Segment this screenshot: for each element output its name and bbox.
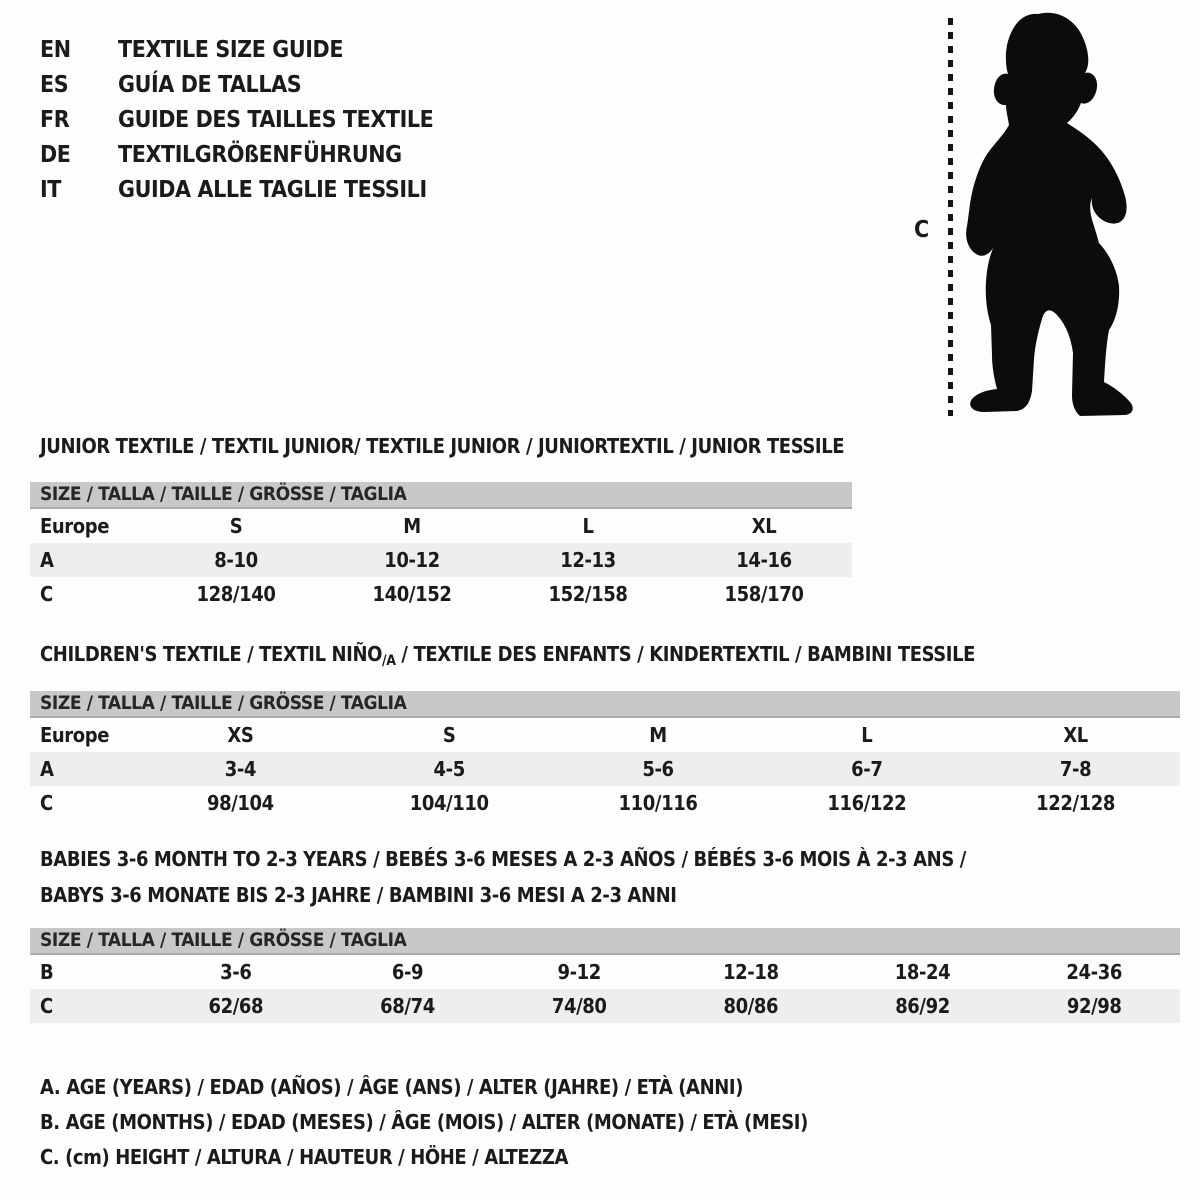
size-cell: XL — [1063, 723, 1088, 747]
size-cell: 140/152 — [372, 582, 452, 606]
language-code: ES — [40, 72, 69, 98]
children-title-suffix: / TEXTILE DES ENFANTS / KINDERTEXTIL / BAMBINI TESSILE — [395, 642, 976, 666]
size-cell: S — [229, 514, 243, 538]
size-cell: XS — [227, 723, 254, 747]
row-label: B — [40, 960, 54, 984]
language-row-es — [40, 68, 433, 103]
size-cell: M — [403, 514, 421, 538]
language-title: GUIDE DES TAILLES TEXTILE — [118, 107, 434, 133]
size-cell: L — [582, 514, 594, 538]
language-title: TEXTILGRÖßENFÜHRUNG — [118, 142, 402, 168]
table-row-height — [30, 577, 852, 611]
size-cell: 104/110 — [409, 791, 489, 815]
table-row-months — [30, 955, 1180, 989]
row-label: C — [40, 582, 53, 606]
language-title: TEXTILE SIZE GUIDE — [118, 37, 344, 63]
language-list — [40, 33, 433, 208]
size-cell: S — [442, 723, 456, 747]
language-row-it — [40, 173, 433, 208]
size-cell: 158/170 — [724, 582, 804, 606]
language-title: GUÍA DE TALLAS — [118, 72, 302, 98]
size-cell: 116/122 — [827, 791, 907, 815]
junior-size-table — [30, 482, 852, 611]
language-code: EN — [40, 37, 71, 63]
size-cell: 80/86 — [723, 994, 779, 1018]
size-table-header: SIZE / TALLA / TAILLE / GRÖSSE / TAGLIA — [30, 928, 1180, 955]
table-row-age — [30, 752, 1180, 786]
language-code: IT — [40, 177, 62, 203]
language-code: DE — [40, 142, 71, 168]
size-cell: 3-4 — [224, 757, 257, 781]
size-table-header: SIZE / TALLA / TAILLE / GRÖSSE / TAGLIA — [30, 691, 1180, 718]
babies-title-line1: BABIES 3-6 MONTH TO 2-3 YEARS / BEBÉS 3-6 MESES A 2-3 AÑOS / BÉBÉS 3-6 MOIS À 2-3 ANS / — [40, 847, 966, 871]
size-cell: 8-10 — [214, 548, 258, 572]
size-table-header: SIZE / TALLA / TAILLE / GRÖSSE / TAGLIA — [30, 482, 852, 509]
size-cell: 12-13 — [560, 548, 616, 572]
table-row-europe — [30, 509, 852, 543]
babies-title-line2: BABYS 3-6 MONATE BIS 2-3 JAHRE / BAMBINI 3-6 MESI A 2-3 ANNI — [40, 883, 677, 907]
language-row-de — [40, 138, 433, 173]
size-cell: 122/128 — [1036, 791, 1116, 815]
row-label: Europe — [40, 514, 110, 538]
note-age-years: A. AGE (YEARS) / EDAD (AÑOS) / ÂGE (ANS) / ALTER (JAHRE) / ETÀ (ANNI) — [40, 1075, 744, 1099]
size-cell: 98/104 — [207, 791, 274, 815]
size-cell: 62/68 — [208, 994, 264, 1018]
size-cell: 74/80 — [551, 994, 607, 1018]
size-cell: 128/140 — [196, 582, 276, 606]
size-cell: 86/92 — [895, 994, 950, 1018]
table-row-height — [30, 786, 1180, 820]
table-row-height — [30, 989, 1180, 1023]
language-row-en — [40, 33, 433, 68]
children-section-title — [40, 642, 975, 669]
language-code: FR — [40, 107, 70, 133]
row-label: C — [40, 994, 53, 1018]
children-title-sub: /A — [382, 653, 396, 669]
babies-size-table — [30, 928, 1180, 1023]
row-label: C — [40, 791, 53, 815]
size-cell: 18-24 — [894, 960, 951, 984]
size-cell: 5-6 — [642, 757, 674, 781]
size-cell: 12-18 — [723, 960, 779, 984]
height-dashed-line — [948, 18, 953, 416]
size-cell: 152/158 — [548, 582, 628, 606]
size-cell: L — [861, 723, 873, 747]
size-cell: 92/98 — [1066, 994, 1122, 1018]
table-row-europe — [30, 718, 1180, 752]
size-cell: 110/116 — [618, 791, 698, 815]
size-cell: 7-8 — [1059, 757, 1092, 781]
language-row-fr — [40, 103, 433, 138]
size-cell: 9-12 — [557, 960, 601, 984]
size-cell: 6-7 — [851, 757, 883, 781]
legend-notes — [40, 1070, 808, 1175]
language-title: GUIDA ALLE TAGLIE TESSILI — [118, 177, 427, 203]
row-label: Europe — [40, 723, 110, 747]
children-size-table — [30, 691, 1180, 820]
note-age-months: B. AGE (MONTHS) / EDAD (MESES) / ÂGE (MOIS) / ALTER (MONATE) / ETÀ (MESI) — [40, 1110, 808, 1134]
size-cell: 10-12 — [384, 548, 440, 572]
table-row-age — [30, 543, 852, 577]
size-cell: 4-5 — [433, 757, 465, 781]
size-cell: 14-16 — [736, 548, 792, 572]
size-cell: M — [649, 723, 667, 747]
size-cell: 68/74 — [380, 994, 435, 1018]
size-cell: 3-6 — [220, 960, 252, 984]
size-cell: 24-36 — [1066, 960, 1122, 984]
children-title-prefix: CHILDREN'S TEXTILE / TEXTIL NIÑO — [40, 642, 382, 666]
note-height-cm: C. (cm) HEIGHT / ALTURA / HAUTEUR / HÖHE / ALTEZZA — [40, 1145, 569, 1169]
size-cell: XL — [751, 514, 777, 538]
toddler-silhouette-image — [962, 8, 1142, 420]
row-label: A — [40, 548, 54, 572]
junior-section-title: JUNIOR TEXTILE / TEXTIL JUNIOR/ TEXTILE JUNIOR / JUNIORTEXTIL / JUNIOR TESSILE — [40, 434, 845, 458]
height-measure-label: C — [914, 217, 930, 243]
row-label: A — [40, 757, 54, 781]
size-cell: 6-9 — [391, 960, 424, 984]
babies-section-title — [40, 841, 966, 913]
